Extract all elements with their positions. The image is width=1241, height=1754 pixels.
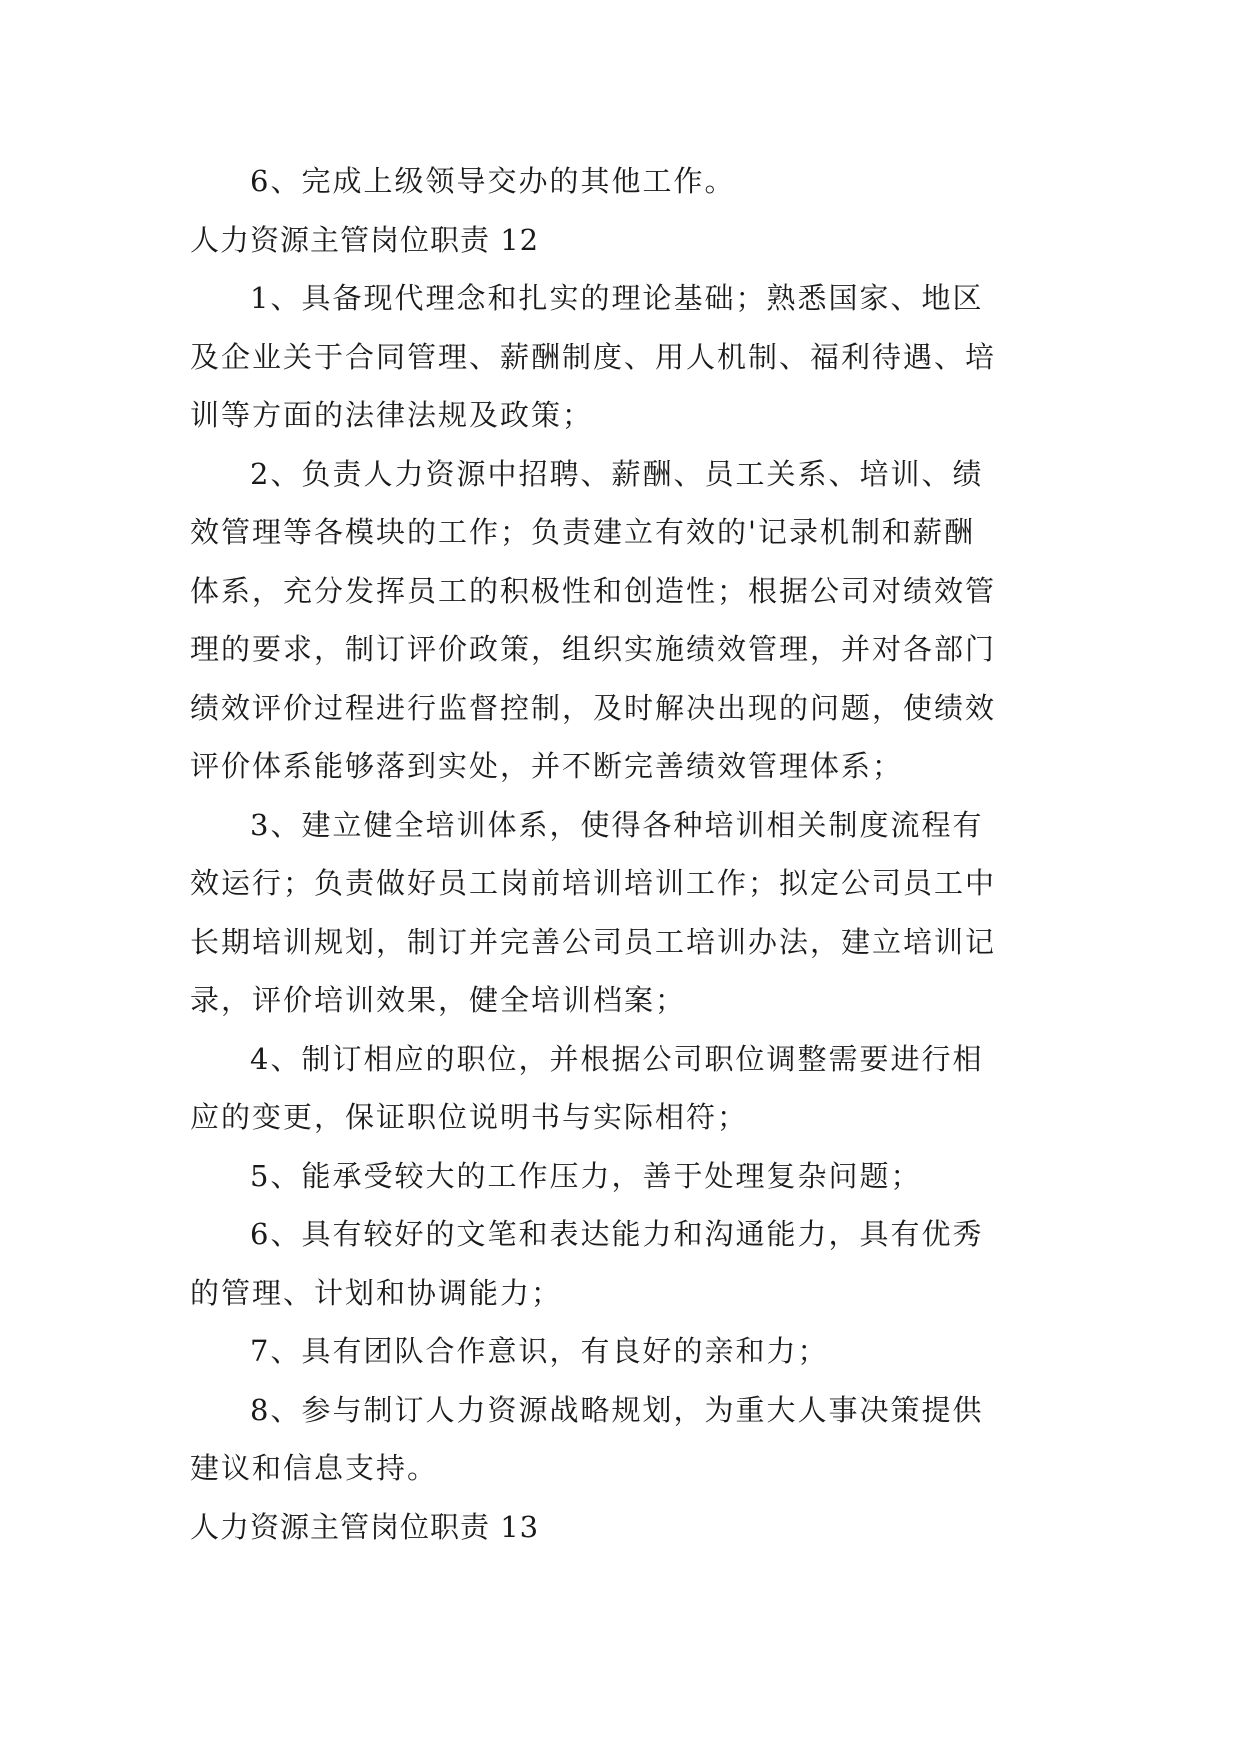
text-line: 评价体系能够落到实处，并不断完善绩效管理体系； xyxy=(190,749,904,783)
text-line: 应的变更，保证职位说明书与实际相符； xyxy=(190,1100,749,1134)
text-line: 长期培训规划，制订并完善公司员工培训办法，建立培训记 xyxy=(190,924,997,959)
text-line: 理的要求，制订评价政策，组织实施绩效管理，并对各部门 xyxy=(190,632,997,666)
text-line: 的管理、计划和协调能力； xyxy=(190,1275,563,1310)
document-body xyxy=(190,152,1050,1556)
section-heading: 人力资源主管岗位职责 12 xyxy=(190,222,540,257)
text-line: 8、参与制订人力资源战略规划，为重大人事决策提供 xyxy=(250,1392,984,1427)
text-line: 体系，充分发挥员工的积极性和创造性；根据公司对绩效管 xyxy=(190,573,997,608)
text-line: 1、具备现代理念和扎实的理论基础；熟悉国家、地区 xyxy=(250,281,984,315)
text-line: 及企业关于合同管理、薪酬制度、用人机制、福利待遇、培 xyxy=(190,339,997,374)
text-line: 绩效评价过程进行监督控制，及时解决出现的问题，使绩效 xyxy=(190,690,997,725)
text-line: 6、完成上级领导交办的其他工作。 xyxy=(250,164,736,198)
text-line: 2、负责人力资源中招聘、薪酬、员工关系、培训、绩 xyxy=(250,456,984,491)
text-line: 5、能承受较大的工作压力，善于处理复杂问题； xyxy=(250,1158,922,1193)
text-line: 7、具有团队合作意识，有良好的亲和力； xyxy=(250,1334,829,1368)
text-line: 3、建立健全培训体系，使得各种培训相关制度流程有 xyxy=(250,807,984,842)
section-heading: 人力资源主管岗位职责 13 xyxy=(190,1509,540,1544)
text-line: 训等方面的法律法规及政策； xyxy=(190,398,594,432)
text-line: 效运行；负责做好员工岗前培训培训工作；拟定公司员工中 xyxy=(190,866,997,900)
text-line: 6、具有较好的文笔和表达能力和沟通能力，具有优秀 xyxy=(250,1217,984,1251)
text-line: 效管理等各模块的工作；负责建立有效的'记录机制和薪酬 xyxy=(190,515,975,549)
text-line: 建议和信息支持。 xyxy=(190,1451,439,1485)
text-line: 录，评价培训效果，健全培训档案； xyxy=(190,983,687,1017)
text-line: 4、制订相应的职位，并根据公司职位调整需要进行相 xyxy=(250,1041,984,1076)
